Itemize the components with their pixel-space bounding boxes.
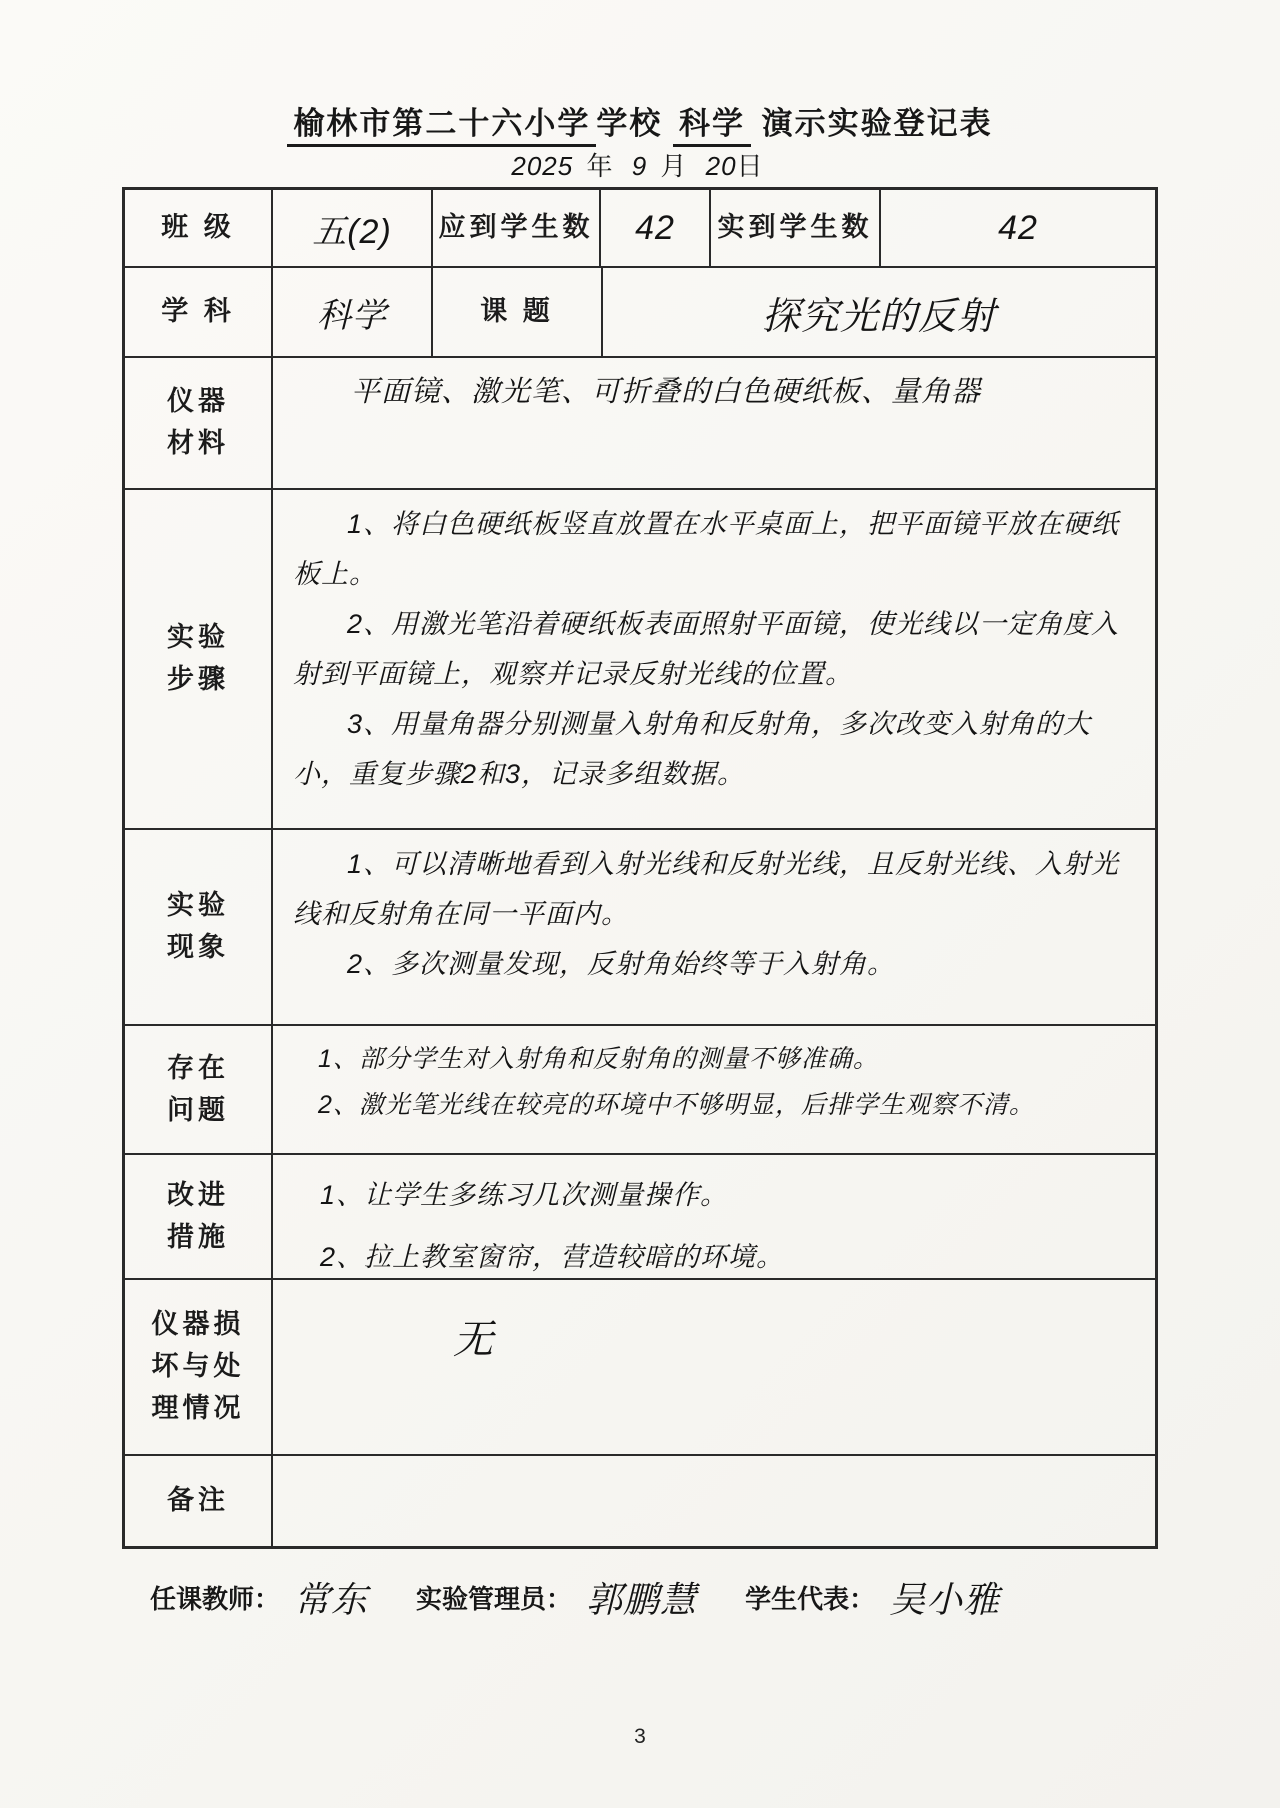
table-row-equipment: [125, 358, 1155, 490]
damage-value: 无: [453, 1318, 494, 1362]
table-row-subject: [125, 268, 1155, 358]
steps-label: [125, 490, 273, 828]
expected-students-label: 应到学生数: [433, 190, 601, 266]
topic-value: 探究光的反射: [761, 295, 996, 338]
title-subject: 科学: [673, 106, 751, 147]
equipment-label-line1: 仪器: [167, 386, 229, 417]
table-row-improvements: [125, 1155, 1155, 1280]
date-month-value: 9: [631, 151, 648, 181]
student-label: 学生代表：: [745, 1584, 876, 1614]
form-title: [0, 98, 1280, 143]
class-label: 班 级: [125, 190, 273, 266]
problem-item-1: 1、部分学生对入射角和反射角的测量不够准确。: [318, 1045, 879, 1073]
class-value: 五(2): [273, 190, 433, 266]
improvements-label: [125, 1155, 273, 1278]
phenomena-label-line1: 实验: [167, 890, 229, 921]
improvements-label-line2: 措施: [167, 1221, 229, 1252]
remarks-value: [273, 1456, 1155, 1546]
table-row-class: [125, 190, 1155, 268]
teacher-signature: 常东: [294, 1579, 369, 1620]
actual-students-label: 实到学生数: [711, 190, 881, 266]
subject-label: 学 科: [125, 268, 273, 356]
manager-signature: 郭鹏慧: [586, 1579, 698, 1620]
date-year-unit: 年: [586, 151, 619, 181]
damage-label-line3: 理情况: [151, 1392, 245, 1423]
title-school-name: 榆林市第二十六小学: [287, 106, 596, 147]
steps-label-line1: 实验: [167, 622, 229, 653]
table-row-problems: [125, 1026, 1155, 1155]
date-day-value: 20: [705, 151, 737, 181]
improvement-item-2: 2、拉上教室窗帘，营造较暗的环境。: [320, 1241, 785, 1272]
page-number: 3: [634, 1725, 646, 1748]
phenomena-item-2: 2、多次测量发现，反射角始终等于入射角。: [347, 948, 896, 979]
table-row-remarks: [125, 1456, 1155, 1546]
table-row-damage: [125, 1280, 1155, 1456]
problem-item-2: 2、激光笔光线在较亮的环境中不够明显，后排学生观察不清。: [318, 1091, 1035, 1120]
table-row-phenomena: [125, 830, 1155, 1026]
topic-label: 课 题: [433, 268, 603, 356]
teacher-label: 任课教师：: [150, 1584, 281, 1614]
date-day-unit: 日: [736, 151, 769, 181]
problems-label: [125, 1026, 273, 1153]
phenomena-label-line2: 现象: [167, 932, 229, 962]
improvement-item-1: 1、让学生多练习几次测量操作。: [320, 1180, 729, 1210]
equipment-value: 平面镜、激光笔、可折叠的白色硬纸板、量角器: [351, 376, 982, 408]
student-signature: 吴小雅: [889, 1579, 1001, 1620]
problems-content-cell: [273, 1026, 1155, 1153]
damage-label-line1: 仪器损: [151, 1309, 245, 1340]
subject-value: 科学: [273, 268, 433, 356]
damage-label-line2: 坏与处: [151, 1351, 245, 1382]
problems-label-line1: 存在: [167, 1052, 229, 1083]
date-line: [0, 146, 1280, 183]
title-school-suffix: 学校: [596, 106, 663, 141]
phenomena-label: [125, 830, 273, 1024]
remarks-label: 备注: [125, 1456, 273, 1546]
equipment-label-line2: 材料: [167, 428, 229, 458]
date-year-value: 2025: [511, 151, 574, 181]
registration-table: [122, 187, 1158, 1549]
table-row-steps: [125, 490, 1155, 830]
phenomena-content-cell: [273, 830, 1155, 1024]
phenomena-item-1: 1、可以清晰地看到入射光线和反射光线，且反射光线、入射光线和反射角在同一平面内。: [293, 849, 1120, 929]
actual-students-value: 42: [998, 208, 1038, 247]
damage-label: [125, 1280, 273, 1454]
equipment-label: [125, 358, 273, 488]
step-item-3: 3、用量角器分别测量入射角和反射角，多次改变入射角的大小，重复步骤2和3，记录多组数据。: [293, 708, 1092, 789]
signature-row: [150, 1572, 1150, 1623]
manager-label: 实验管理员：: [416, 1584, 573, 1614]
title-rest: 演示实验登记表: [761, 106, 993, 141]
step-item-1: 1、将白色硬纸板竖直放置在水平桌面上，把平面镜平放在硬纸板上。: [293, 509, 1120, 589]
problems-label-line2: 问题: [167, 1094, 229, 1125]
improvements-label-line1: 改进: [167, 1179, 229, 1210]
steps-label-line2: 步骤: [167, 664, 229, 694]
expected-students-value: 42: [601, 190, 711, 266]
step-item-2: 2、用激光笔沿着硬纸板表面照射平面镜，使光线以一定角度入射到平面镜上，观察并记录反射光线的位置。: [293, 608, 1120, 689]
improvements-content-cell: [273, 1155, 1155, 1278]
steps-content-cell: [273, 490, 1155, 828]
equipment-value-cell: [273, 358, 1155, 488]
date-month-unit: 月: [660, 151, 693, 181]
